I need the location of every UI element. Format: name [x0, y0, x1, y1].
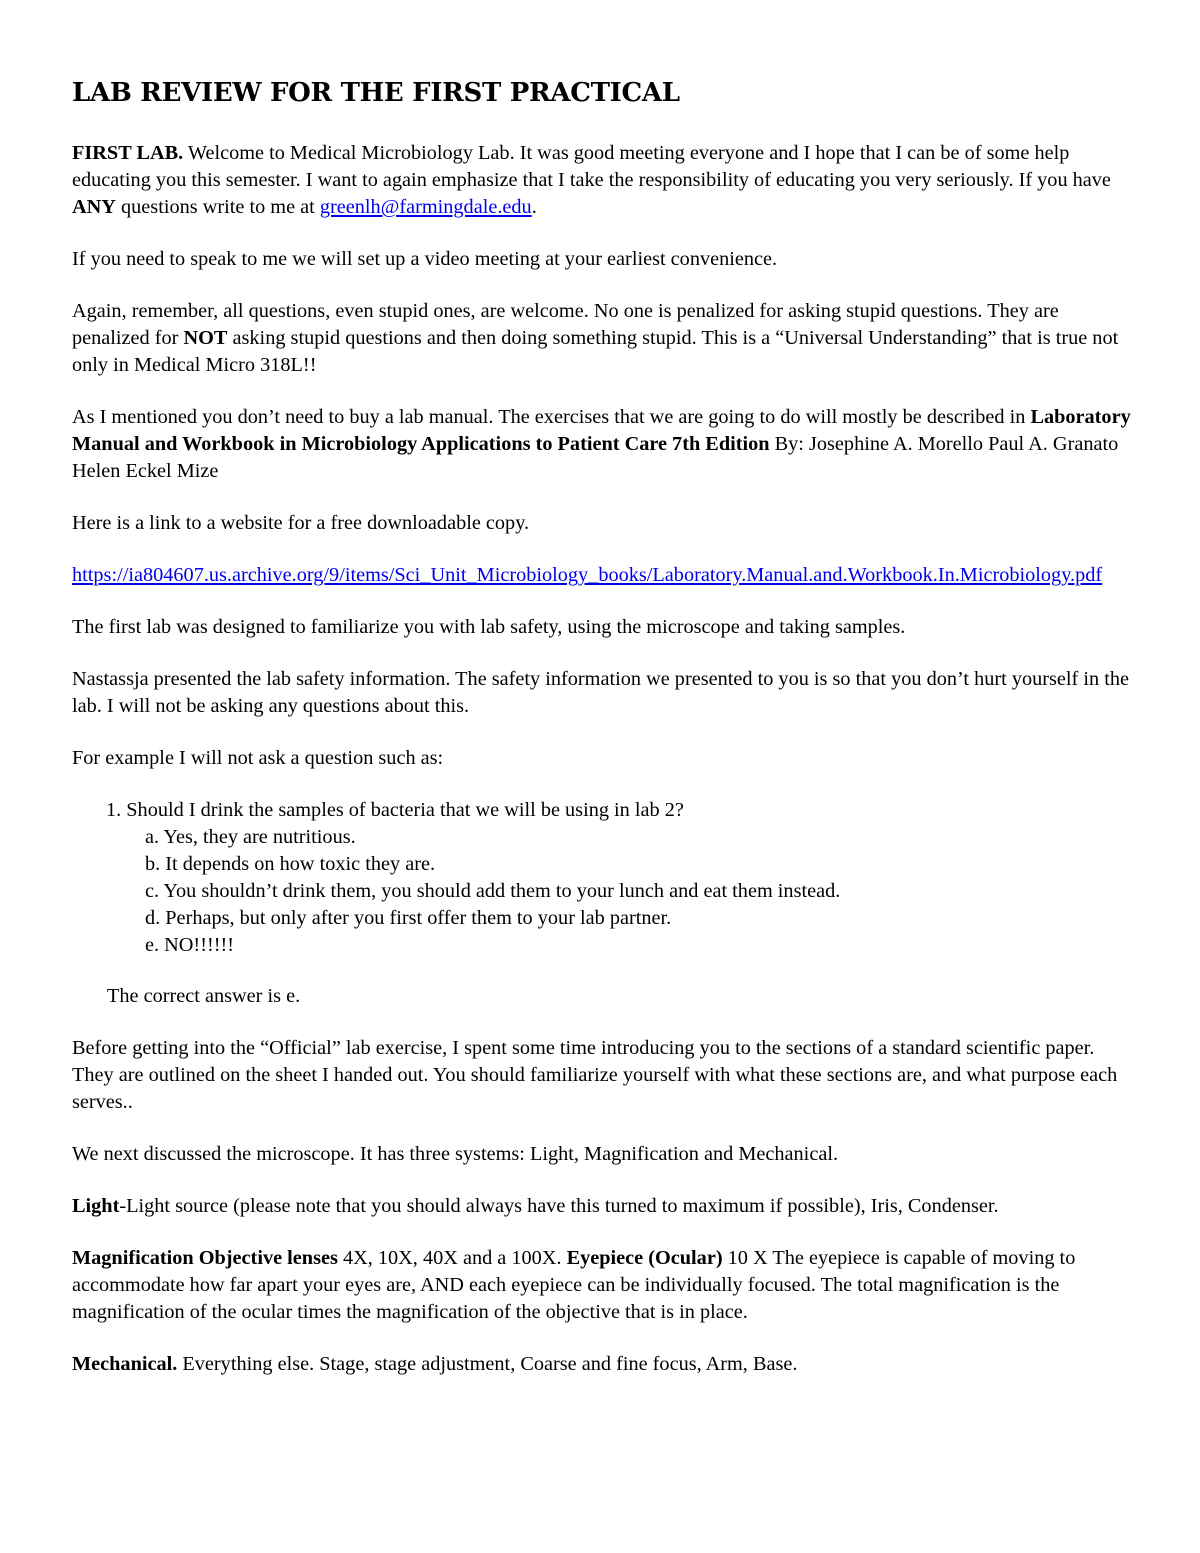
mechanical-label: Mechanical. — [72, 1353, 178, 1375]
not-emphasis: NOT — [183, 327, 228, 349]
email-link[interactable]: greenlh@farmingdale.edu — [319, 196, 532, 218]
manual-link-paragraph — [72, 562, 1132, 589]
scientific-paper-paragraph: Before getting into the “Official” lab exercise, I spent some time introducing you to the sections of a standard scientific paper. They are outlined on the sheet I handed out. You should familiarize yourself with what these sections are, and what purpose each serves.. — [72, 1037, 1118, 1113]
correct-answer: The correct answer is e. — [107, 985, 301, 1007]
manual-title: Laboratory Manual and Workbook in Microbiology Applications to Patient Care 7th Edition — [72, 406, 1131, 455]
magnification-label: Magnification Objective lenses — [72, 1247, 338, 1269]
first-lab-paragraph: The first lab was designed to familiarize you with lab safety, using the microscope and taking samples. — [72, 616, 906, 638]
page-title: LAB REVIEW FOR THE FIRST PRACTICAL — [72, 78, 680, 108]
intro-paragraph: FIRST LAB. Welcome to Medical Microbiology Lab. It was good meeting everyone and I hope that I can be of some help educating you this semester. I want to again emphasize that I take the responsibility of educating you very seriously. If you have ANY questions write to me at greenlh@farmingdale.edu. — [72, 142, 1111, 218]
link-intro-paragraph: Here is a link to a website for a free downloadable copy. — [72, 512, 530, 534]
example-question: 1. Should I drink the samples of bacteria that we will be using in lab 2? — [106, 799, 684, 821]
answer-option-a: a. Yes, they are nutritious. — [145, 826, 356, 848]
video-paragraph: If you need to speak to me we will set up a video meeting at your earliest convenience. — [72, 248, 778, 270]
any-emphasis: ANY — [72, 196, 116, 218]
answer-option-d: d. Perhaps, but only after you first offer them to your lab partner. — [145, 907, 672, 929]
manual-paragraph: As I mentioned you don’t need to buy a lab manual. The exercises that we are going to do will mostly be described in Laboratory Manual and Workbook in Microbiology Applications to Patient Care 7th Edition By: Josephine A. Morello Paul A. Granato Helen Eckel Mize — [72, 406, 1131, 482]
answer-option-e: e. NO!!!!!! — [145, 934, 234, 956]
eyepiece-label: Eyepiece (Ocular) — [566, 1247, 723, 1269]
magnification-system-paragraph: Magnification Objective lenses 4X, 10X, 40X and a 100X. Eyepiece (Ocular) 10 X The eyepiece is capable of moving to accommodate how far apart your eyes are, AND each eyepiece can be individually focused. The total magnification is the magnification of the ocular times the magnification of the objective that is in place. — [72, 1247, 1076, 1323]
manual-download-link[interactable]: https://ia804607.us.archive.org/9/items/Sci_Unit_Microbiology_books/Laboratory.Manual.and.Workbook.In.Microbiology.pdf — [72, 564, 1103, 586]
safety-paragraph: Nastassja presented the lab safety information. The safety information we presented to you is so that you don’t hurt yourself in the lab. I will not be asking any questions about this. — [72, 668, 1130, 717]
light-system-paragraph: Light-Light source (please note that you should always have this turned to maximum if possible), Iris, Condenser. — [72, 1195, 999, 1217]
answer-option-c: c. You shouldn’t drink them, you should add them to your lunch and eat them instead. — [145, 880, 841, 902]
microscope-paragraph: We next discussed the microscope. It has three systems: Light, Magnification and Mechanical. — [72, 1143, 839, 1165]
answer-option-b: b. It depends on how toxic they are. — [145, 853, 436, 875]
example-question-block — [72, 797, 1132, 959]
light-label: Light — [72, 1195, 120, 1217]
first-lab-label: FIRST LAB. — [72, 142, 184, 164]
document-page — [72, 72, 1132, 1403]
questions-paragraph: Again, remember, all questions, even stupid ones, are welcome. No one is penalized for asking stupid questions. They are penalized for NOT asking stupid questions and then doing something stupid. This is a “Universal Understanding” that is true not only in Medical Micro 318L!! — [72, 300, 1119, 376]
example-intro-paragraph: For example I will not ask a question such as: — [72, 747, 444, 769]
mechanical-system-paragraph: Mechanical. Everything else. Stage, stage adjustment, Coarse and fine focus, Arm, Base. — [72, 1353, 798, 1375]
